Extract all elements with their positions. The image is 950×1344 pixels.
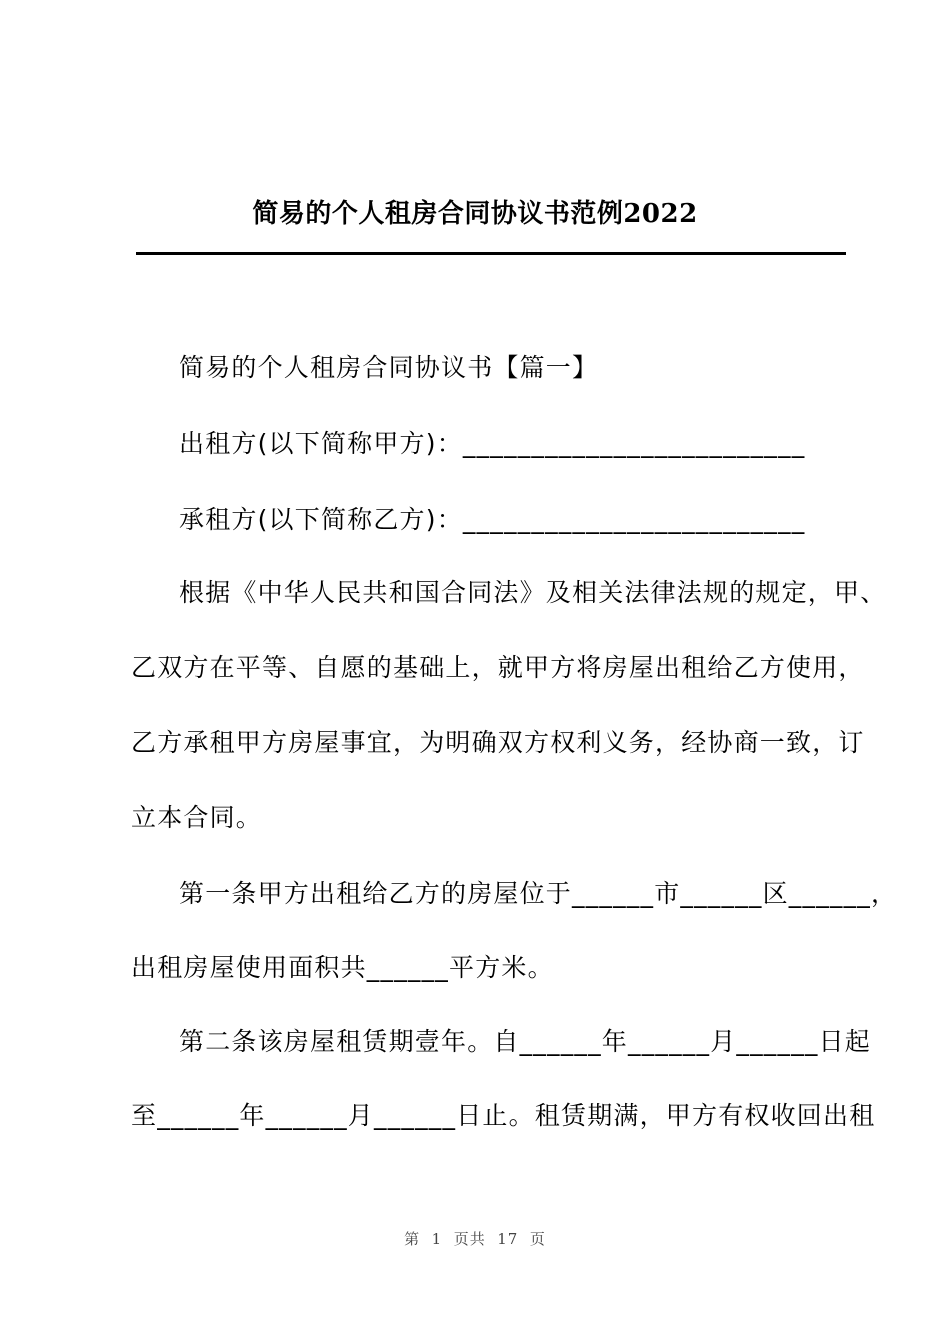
article-one-line: 第一条甲方出租给乙方的房屋位于______市______区______， bbox=[179, 879, 898, 908]
document-title: 简易的个人租房合同协议书范例2022 bbox=[252, 199, 698, 229]
title-underline bbox=[136, 252, 846, 255]
lessee-line: 承租方(以下简称乙方)：_________________________ bbox=[179, 505, 806, 534]
article-two-line: 第二条该房屋租赁期壹年。自______年______月______日起 bbox=[179, 1027, 872, 1056]
paragraph-line: 乙方承租甲方房屋事宜，为明确双方权利义务，经协商一致，订 bbox=[131, 728, 865, 757]
paragraph-line: 乙双方在平等、自愿的基础上，就甲方将房屋出租给乙方使用， bbox=[131, 653, 865, 682]
paragraph-line: 立本合同。 bbox=[131, 803, 263, 832]
page-number-footer: 第 1 页共 17 页 bbox=[404, 1230, 546, 1248]
paragraph-line: 出租房屋使用面积共______平方米。 bbox=[131, 953, 554, 982]
paragraph-line: 根据《中华人民共和国合同法》及相关法律法规的规定，甲、 bbox=[179, 578, 887, 607]
section-heading: 简易的个人租房合同协议书【篇一】 bbox=[179, 353, 599, 382]
paragraph-line: 至______年______月______日止。租赁期满，甲方有权收回出租 bbox=[131, 1101, 876, 1130]
lessor-line: 出租方(以下简称甲方)：_________________________ bbox=[179, 429, 806, 458]
